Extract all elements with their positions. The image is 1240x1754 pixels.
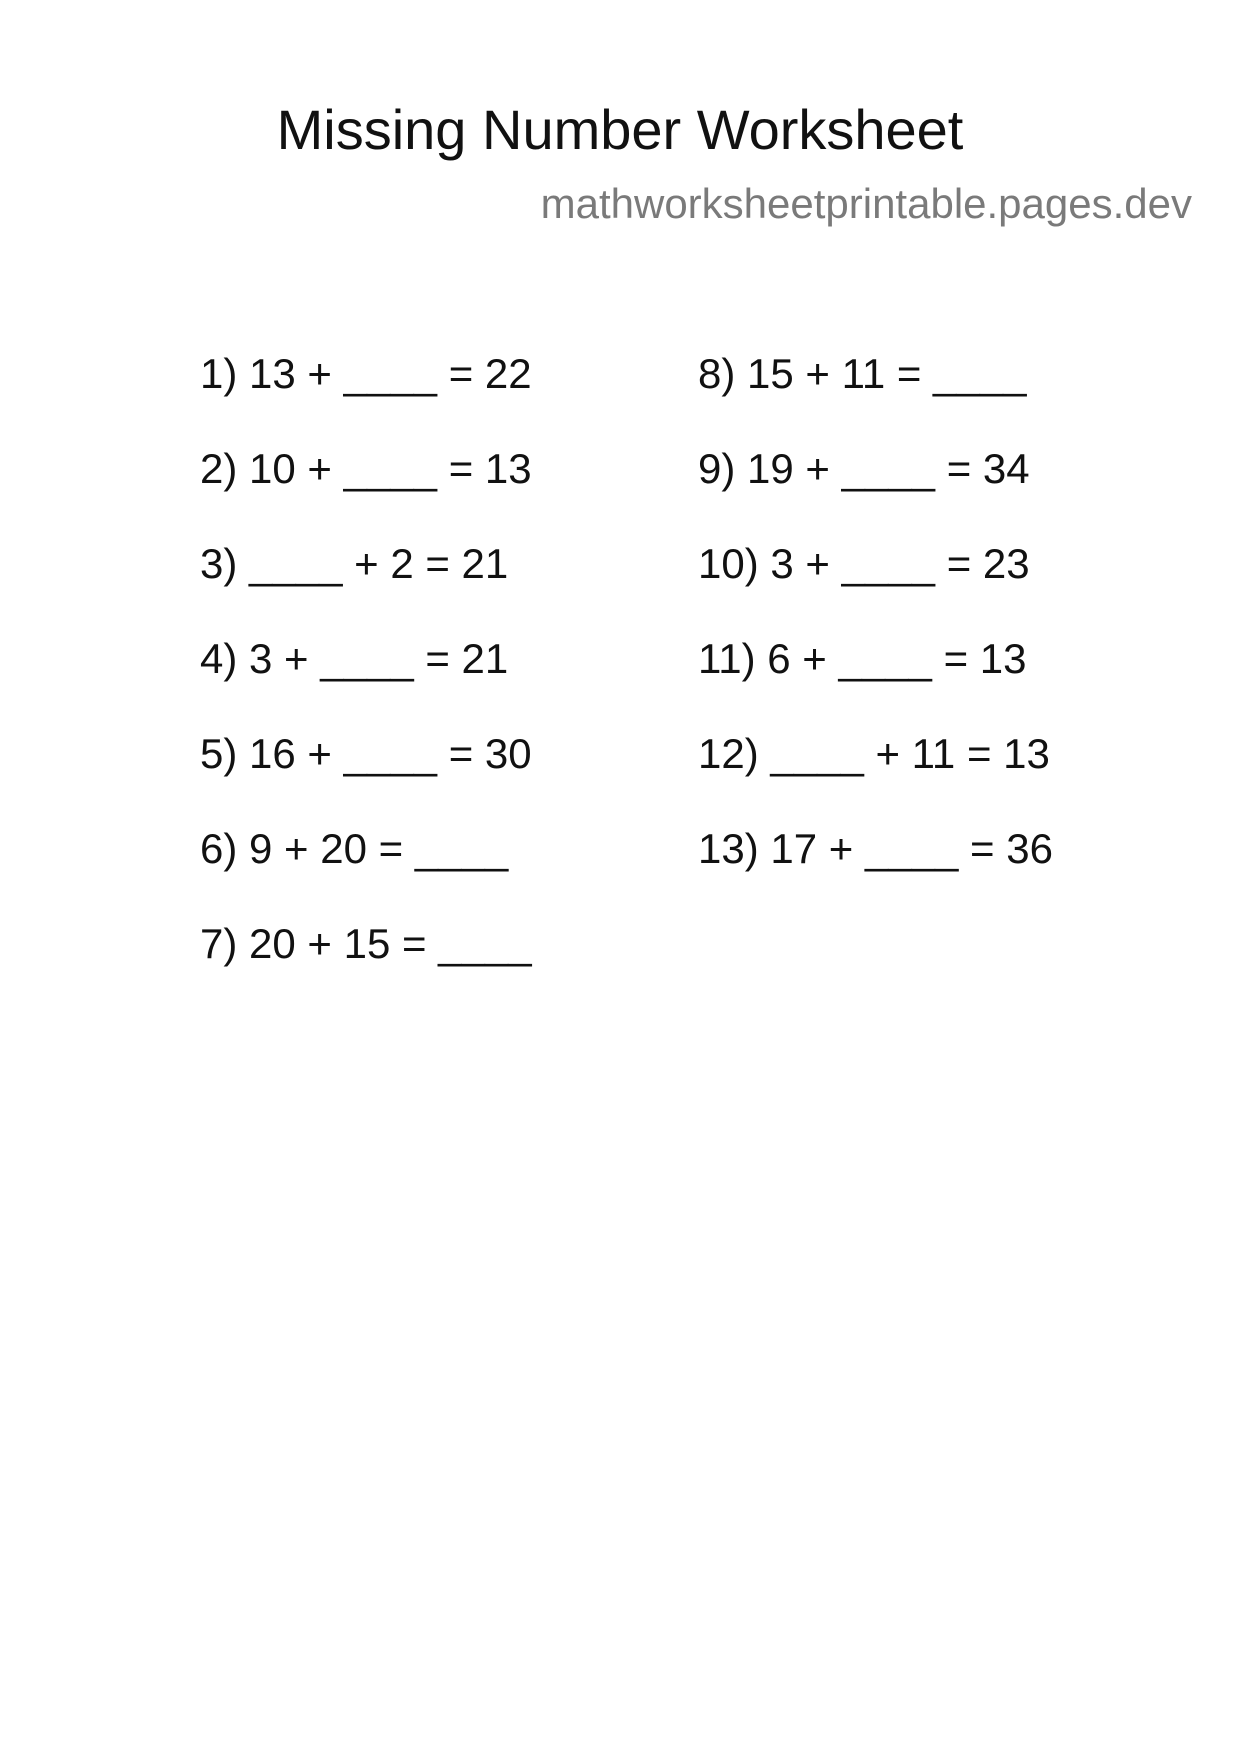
problem-13: 13) 17 + ____ = 36 — [698, 825, 1053, 872]
problem-column-left — [200, 350, 532, 1015]
problem-6: 6) 9 + 20 = ____ — [200, 825, 509, 872]
source-url: mathworksheetprintable.pages.dev — [540, 180, 1192, 227]
problem-10: 10) 3 + ____ = 23 — [698, 540, 1030, 587]
worksheet-title: Missing Number Worksheet — [276, 98, 964, 161]
problem-11: 11) 6 + ____ = 13 — [698, 635, 1027, 682]
problem-8: 8) 15 + 11 = ____ — [698, 350, 1027, 397]
problem-12: 12) ____ + 11 = 13 — [698, 730, 1050, 777]
problem-1: 1) 13 + ____ = 22 — [200, 350, 532, 397]
problem-2: 2) 10 + ____ = 13 — [200, 445, 532, 492]
problem-7: 7) 20 + 15 = ____ — [200, 920, 532, 967]
problem-4: 4) 3 + ____ = 21 — [200, 635, 509, 682]
problem-3: 3) ____ + 2 = 21 — [200, 540, 509, 587]
problem-column-right — [698, 350, 1053, 920]
problem-5: 5) 16 + ____ = 30 — [200, 730, 532, 777]
problem-9: 9) 19 + ____ = 34 — [698, 445, 1030, 492]
